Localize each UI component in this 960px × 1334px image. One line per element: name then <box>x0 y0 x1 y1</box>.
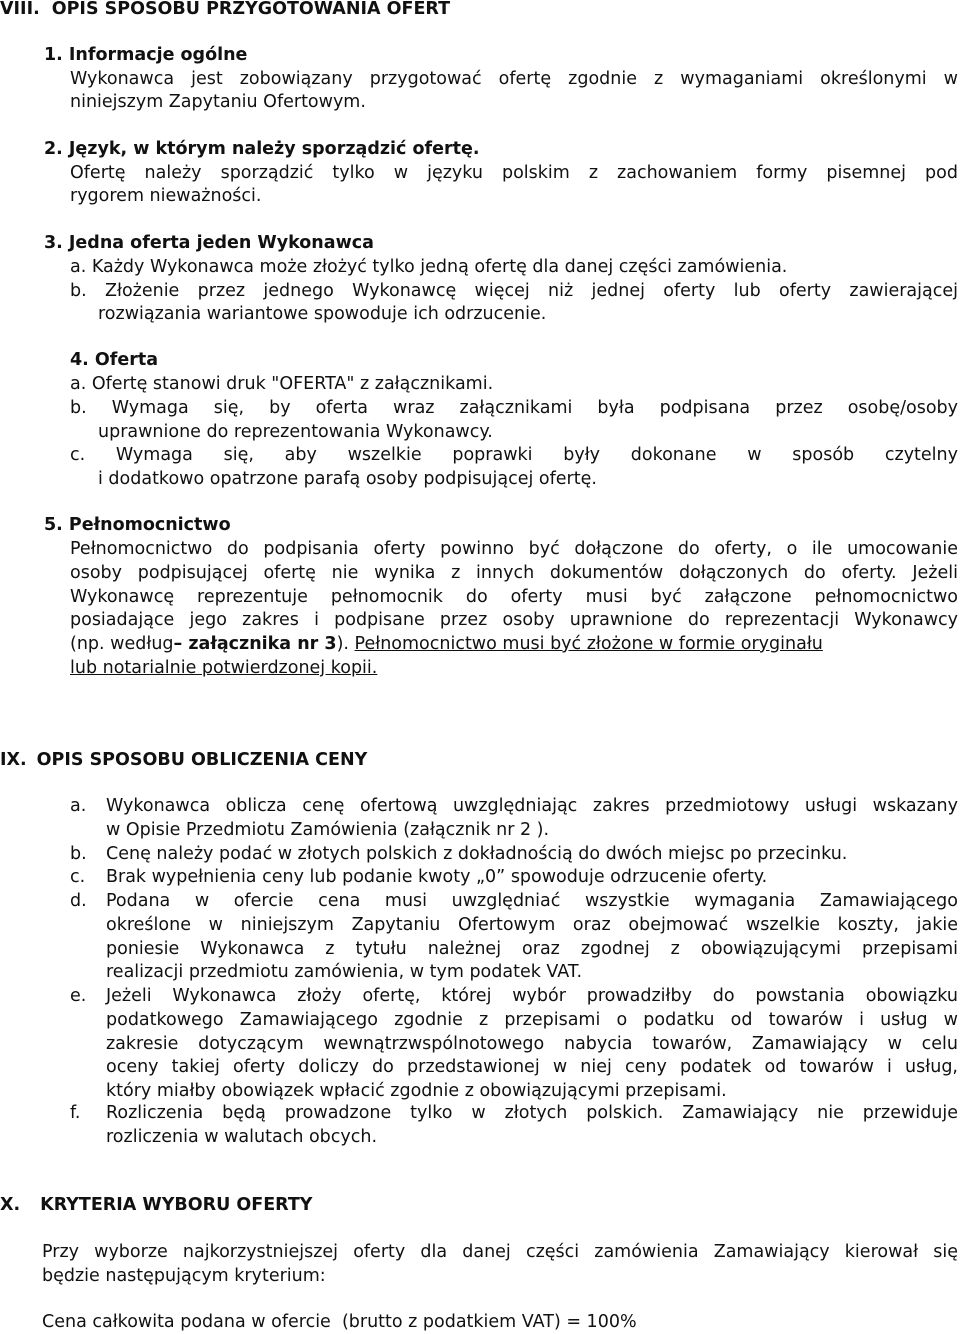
point-5-line-3: Wykonawcę reprezentuje pełnomocnik do oferty musi być załączone pełnomocnictwo <box>70 587 958 607</box>
section-9-item-e-line-2: podatkowego Zamawiającego zgodnie z przepisami o podatku od towarów i usług w <box>106 1010 958 1030</box>
section-9-item-d-line-3: poniesie Wykonawca z tytułu należnej oraz zgodnej z obowiązującymi przepisami <box>106 939 958 959</box>
point-3-item-b-line-1: b. Złożenie przez jednego Wykonawcę więcej niż jednej oferty lub oferty zawierającej <box>70 281 958 301</box>
point-3-item-b-line-2: rozwiązania wariantowe spowoduje ich odrzucenie. <box>98 304 547 324</box>
point-4-title: 4. Oferta <box>70 350 159 370</box>
point-4-item-a: a. Ofertę stanowi druk "OFERTA" z załącznikami. <box>70 374 494 394</box>
section-9-item-d-letter: d. <box>70 891 87 911</box>
point-1-line-1: Wykonawca jest zobowiązany przygotować ofertę zgodnie z wymaganiami określonymi w <box>70 69 958 89</box>
section-8-number: VIII. <box>0 0 40 19</box>
point-5-line-5 <box>70 632 823 656</box>
section-9-item-c-line-1: Brak wypełnienia ceny lub podanie kwoty „0” spowoduje odrzucenie oferty. <box>106 867 768 887</box>
point-3-title: 3. Jedna oferta jeden Wykonawca <box>44 233 374 253</box>
section-10-number: X. <box>0 1195 21 1215</box>
section-9-item-f-line-2: rozliczenia w walutach obcych. <box>106 1127 378 1147</box>
section-9-item-c-letter: c. <box>70 867 86 887</box>
point-5-line-5-post: ). <box>336 634 355 654</box>
section-10-title: KRYTERIA WYBORU OFERTY <box>40 1195 313 1215</box>
point-5-title: 5. Pełnomocnictwo <box>44 515 231 535</box>
point-2-line-2: rygorem nieważności. <box>70 186 262 206</box>
section-9-item-a-letter: a. <box>70 796 87 816</box>
point-5-line-1: Pełnomocnictwo do podpisania oferty powinno być dołączone do oferty, o ile umocowanie <box>70 539 958 559</box>
point-5-line-2: osoby podpisującej ofertę nie wynika z innych dokumentów dołączonych do oferty. Jeżeli <box>70 563 958 583</box>
section-10-heading <box>0 1193 312 1217</box>
section-9-item-d-line-4: realizacji przedmiotu zamówienia, w tym podatek VAT. <box>106 962 583 982</box>
point-1-title: 1. Informacje ogólne <box>44 45 248 65</box>
section-9-heading <box>0 748 367 772</box>
section-9-title: OPIS SPOSOBU OBLICZENIA CENY <box>36 750 368 770</box>
section-9-item-d-line-1: Podana w ofercie cena musi uwzględniać wszystkie wymagania Zamawiającego <box>106 891 958 911</box>
section-9-item-d-line-2: określone w niniejszym Zapytaniu Ofertowym oraz obejmować wszelkie koszty, jakie <box>106 915 958 935</box>
point-5-line-5-bold: – załącznika nr 3 <box>173 634 337 654</box>
section-10-line-2: będzie następującym kryterium: <box>42 1266 326 1286</box>
point-4-item-b-line-2: uprawnione do reprezentowania Wykonawcy. <box>98 422 493 442</box>
section-9-item-b-letter: b. <box>70 844 87 864</box>
point-5-line-5-pre: (np. według <box>70 634 174 654</box>
point-2-title: 2. Język, w którym należy sporządzić ofertę. <box>44 139 480 159</box>
section-9-item-e-line-4: oceny takiej oferty doliczy do przedstawionej w niej ceny podatek od towarów i usług, <box>106 1057 958 1077</box>
section-9-item-e-line-3: zakresie dotyczącym wewnątrzwspólnotowego nabycia towarów, Zamawiający w celu <box>106 1034 958 1054</box>
section-10-criterion: Cena całkowita podana w ofercie (brutto z podatkiem VAT) = 100% <box>42 1312 637 1332</box>
section-8-heading <box>0 0 450 21</box>
section-9-item-b-line-1: Cenę należy podać w złotych polskich z dokładnością do dwóch miejsc po przecinku. <box>106 844 848 864</box>
point-1-line-2: niniejszym Zapytaniu Ofertowym. <box>70 92 366 112</box>
section-9-item-e-letter: e. <box>70 986 87 1006</box>
point-5-line-4: posiadające jego zakres i podpisane przez osoby uprawnione do reprezentacji Wykonawcy <box>70 610 958 630</box>
point-4-item-c-line-1: c. Wymaga się, aby wszelkie poprawki były dokonane w sposób czytelny <box>70 445 958 465</box>
section-9-item-a-line-1: Wykonawca oblicza cenę ofertową uwzględniając zakres przedmiotowy usługi wskazany <box>106 796 958 816</box>
section-9-item-e-line-5: który miałby obowiązek wpłacić zgodnie z obowiązującymi przepisami. <box>106 1081 727 1101</box>
section-10-line-1: Przy wyborze najkorzystniejszej oferty dla danej części zamówienia Zamawiający kierował się <box>42 1242 958 1262</box>
section-8-title: OPIS SPOSOBU PRZYGOTOWANIA OFERT <box>51 0 451 19</box>
point-5-line-6-underlined: lub notarialnie potwierdzonej kopii. <box>70 658 378 678</box>
point-4-item-b-line-1: b. Wymaga się, by oferta wraz załącznikami była podpisana przez osobę/osoby <box>70 398 958 418</box>
point-2-line-1: Ofertę należy sporządzić tylko w języku polskim z zachowaniem formy pisemnej pod <box>70 163 958 183</box>
point-3-item-a: a. Każdy Wykonawca może złożyć tylko jedną ofertę dla danej części zamówienia. <box>70 257 788 277</box>
section-9-item-a-line-2: w Opisie Przedmiotu Zamówienia (załącznik nr 2 ). <box>106 820 550 840</box>
point-4-item-c-line-2: i dodatkowo opatrzone parafą osoby podpisującej ofertę. <box>98 469 597 489</box>
section-9-item-f-line-1: Rozliczenia będą prowadzone tylko w złotych polskich. Zamawiający nie przewiduje <box>106 1103 958 1123</box>
point-5-line-5-underlined: Pełnomocnictwo musi być złożone w formie oryginału <box>354 634 823 654</box>
section-9-number: IX. <box>0 750 27 770</box>
section-9-item-e-line-1: Jeżeli Wykonawca złoży ofertę, której wybór prowadziłby do powstania obowiązku <box>106 986 958 1006</box>
section-9-item-f-letter: f. <box>70 1103 81 1123</box>
